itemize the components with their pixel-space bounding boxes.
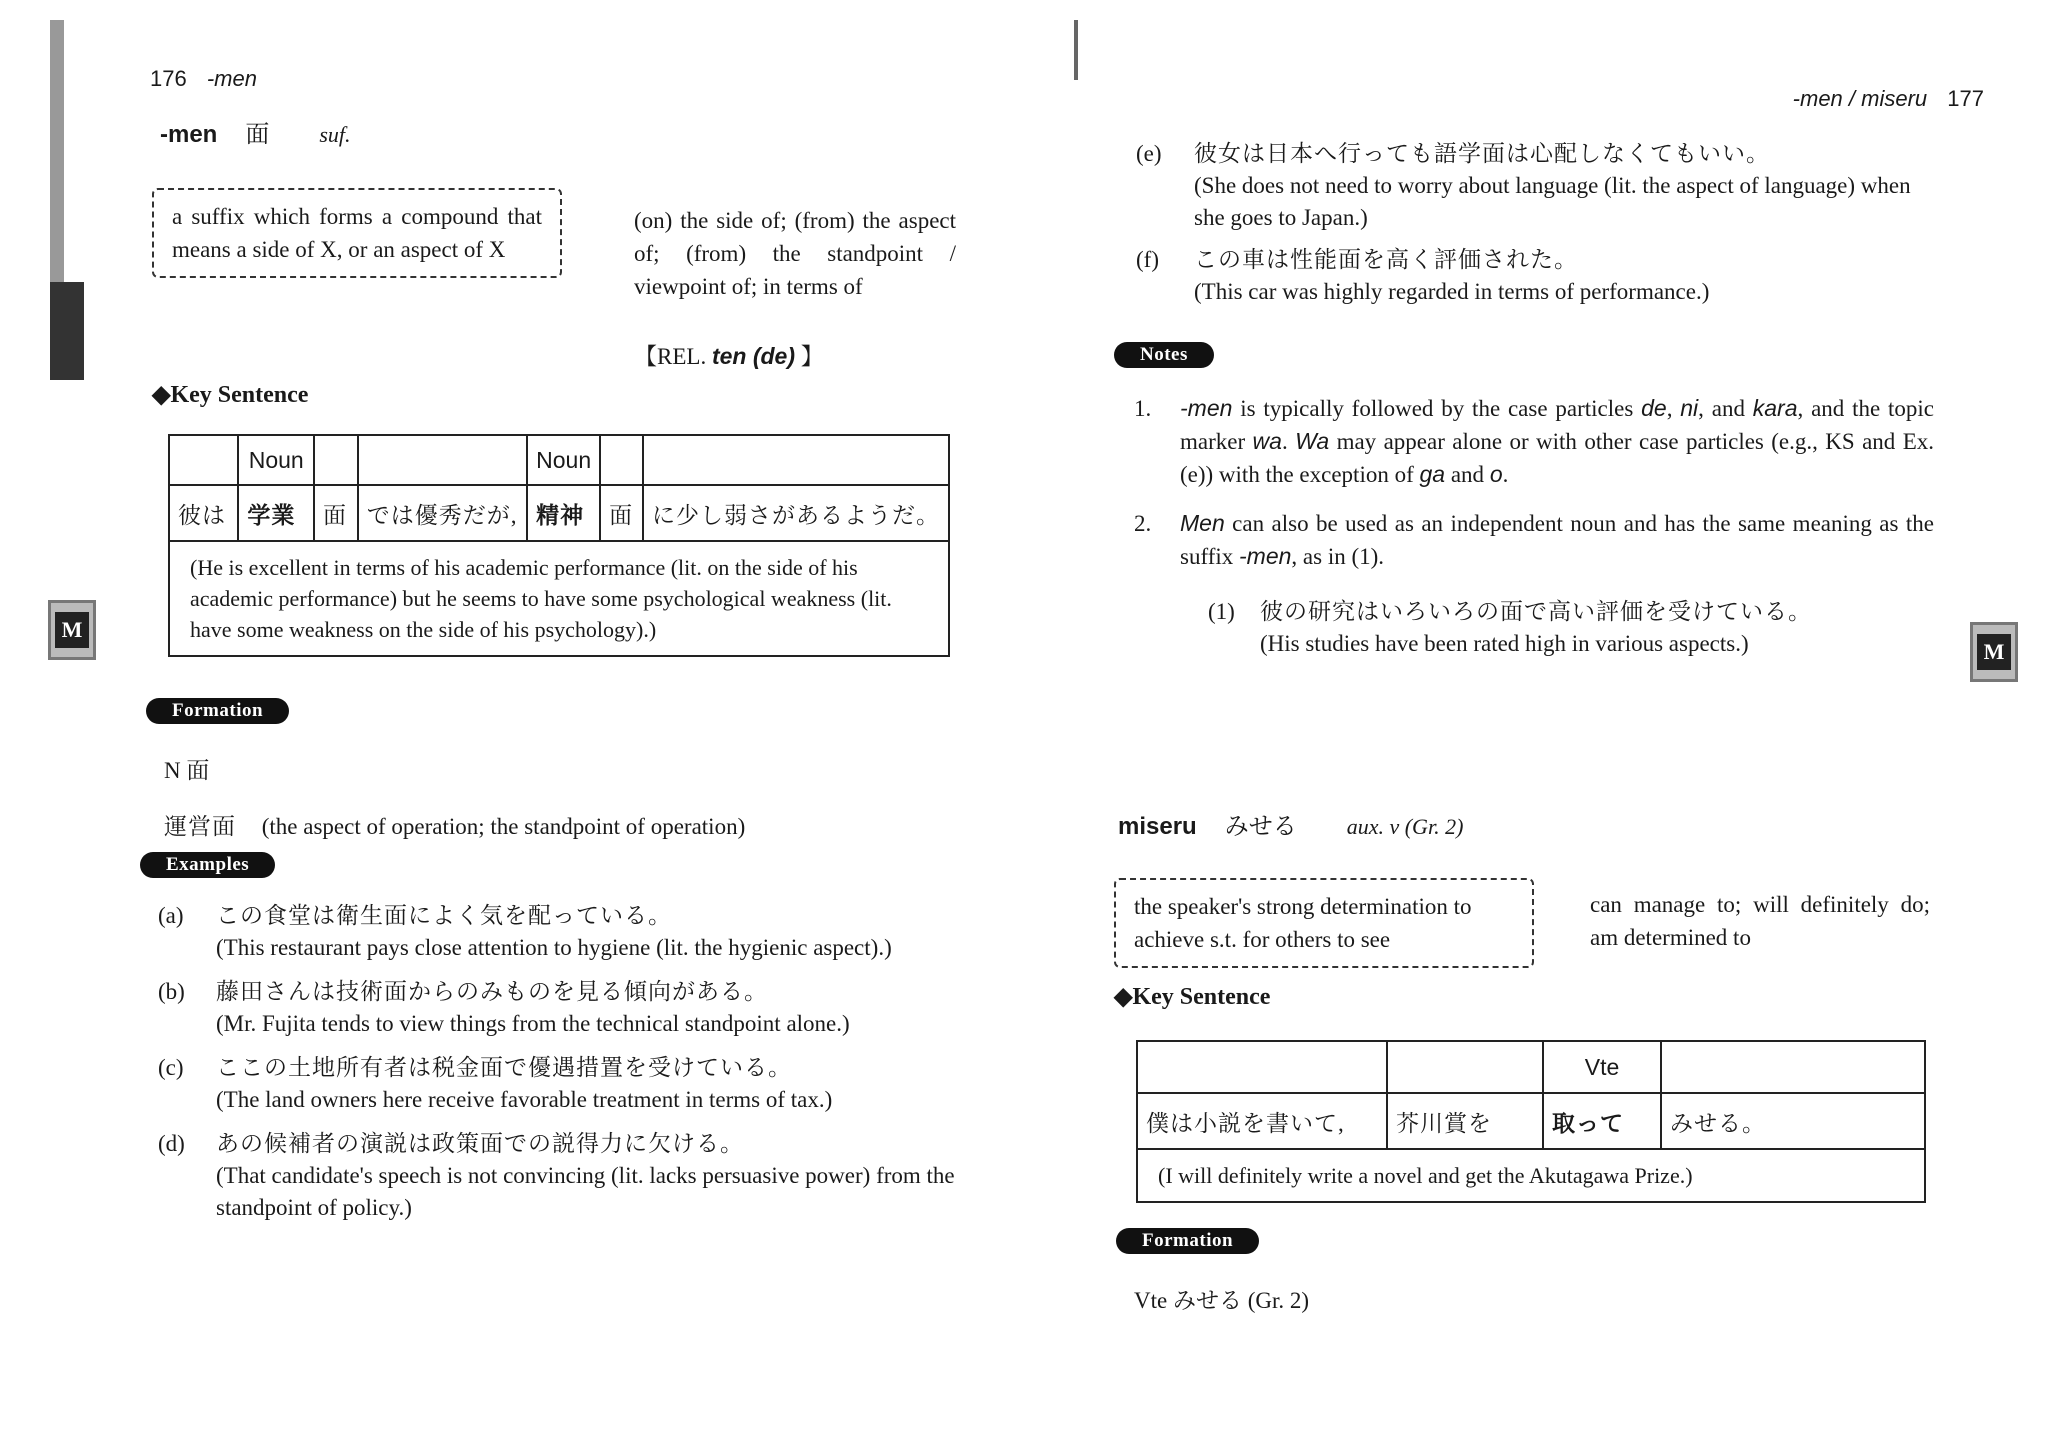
notes-badge: Notes — [1114, 342, 1214, 368]
right-page — [1024, 0, 2048, 1434]
note-item: 1. -men is typically followed by the case particles de, ni, and kara, and the topic marker wa. Wa may appear alone or with other case particles (e.g., KS and Ex.(e)) with the exception of ga and o. — [1134, 395, 1935, 487]
note-item: 2. Men can also be used as an independent noun and has the same meaning as the suffix -men, as in (1). — [1134, 510, 1934, 569]
example-item: (f) この車は性能面を高く評価された。 (This car was highly regarded in terms of performance.) — [1136, 247, 1710, 304]
header-word: -men / miseru — [1792, 86, 1928, 111]
example-item: (e) 彼女は日本へ行っても語学面は心配しなくてもいい。 (She does not need to worry about language (lit. the aspect of language) when she goes to Japan.) — [1136, 141, 1911, 230]
ks-cell: 学業 — [238, 485, 314, 541]
ks-cell: 面 — [600, 485, 643, 541]
definition-box: a suffix which forms a compound that means a side of X, or an aspect of X — [152, 188, 562, 278]
noun-head-1: Noun — [238, 435, 314, 485]
noun-head-2: Noun — [527, 435, 600, 485]
ks-cell: 面 — [314, 485, 358, 541]
header-word: -men — [206, 66, 257, 91]
formation-pattern: Vte みせる (Gr. 2) — [1134, 1288, 1310, 1313]
example-item: (a) この食堂は衛生面によく気を配っている。 (This restaurant pays close attention to hygiene (lit. the hygienic aspect).) — [158, 903, 892, 960]
ks-cell: 芥川賞を — [1387, 1093, 1543, 1149]
page-number: 176 — [150, 66, 187, 91]
running-header-right — [1793, 86, 1984, 112]
ks-cell: みせる。 — [1661, 1093, 1925, 1149]
example-item: (c) ここの土地所有者は税金面で優遇措置を受けている。 (The land owners here receive favorable treatment in terms of tax.) — [158, 1055, 833, 1112]
headword-kana: みせる — [1224, 814, 1297, 840]
ks-cell: では優秀だが, — [358, 485, 527, 541]
vte-head: Vte — [1543, 1041, 1661, 1093]
formation-example: 運営面 (the aspect of operation; the standpoint of operation) — [164, 814, 746, 839]
scan-edge-mark — [1074, 20, 1078, 80]
key-sentence-heading: ◆Key Sentence — [1114, 984, 1271, 1010]
ks-cell: 取って — [1543, 1093, 1661, 1149]
ks-cell: 精神 — [527, 485, 600, 541]
related-entry: 【REL. ten (de) 】 — [634, 343, 824, 369]
section-tab-m: M — [1970, 622, 2018, 682]
examples-badge: Examples — [140, 852, 275, 878]
running-header-left — [150, 66, 257, 92]
definition-box: the speaker's strong determination to achieve s.t. for others to see — [1114, 878, 1534, 968]
entry-title-miseru — [1118, 806, 1463, 841]
examples-list-continued — [1136, 138, 1936, 320]
note-example: (1) 彼の研究はいろいろの面で高い評価を受けている。 (His studies have been rated high in various aspects.) — [1208, 599, 1812, 656]
key-sentence-table — [168, 434, 950, 657]
definition-english: can manage to; will definitely do; am determined to — [1590, 892, 1930, 950]
page-number: 177 — [1947, 86, 1984, 111]
part-of-speech: suf. — [319, 122, 351, 147]
definition-english: (on) the side of; (from) the aspect of; (from) the standpoint / viewpoint of; in terms of — [634, 208, 956, 299]
related-word: ten (de) — [711, 343, 796, 369]
ks-translation: (He is excellent in terms of his academic performance (lit. on the side of his academic performance) but he seems to have some psychological weakness (lit. have some weakness on the side of his psychology).) — [169, 541, 949, 656]
entry-title-men — [160, 114, 351, 149]
ks-cell: 彼は — [169, 485, 238, 541]
formation-pattern: N 面 — [164, 758, 210, 783]
ks-translation: (I will definitely write a novel and get the Akutagawa Prize.) — [1137, 1149, 1925, 1202]
formation-badge: Formation — [146, 698, 289, 724]
ks-cell: に少し弱さがあるようだ。 — [643, 485, 949, 541]
margin-thumb-bar — [50, 282, 84, 380]
headword: -men — [160, 121, 218, 148]
notes-list — [1134, 392, 1934, 589]
examples-list — [158, 900, 958, 1236]
section-tab-m: M — [48, 600, 96, 660]
headword: miseru — [1118, 813, 1197, 840]
key-sentence-table — [1136, 1040, 1926, 1203]
key-sentence-heading: ◆Key Sentence — [152, 382, 309, 408]
headword-kana: 面 — [245, 122, 270, 148]
example-item: (b) 藤田さんは技術面からのみものを見る傾向がある。 (Mr. Fujita tends to view things from the technical standpoint alone.) — [158, 979, 850, 1036]
example-item: (d) あの候補者の演説は政策面での説得力に欠ける。 (That candidate's speech is not convincing (lit. lacks persuasive power) from the standpoint of policy.) — [158, 1131, 955, 1220]
part-of-speech: aux. v (Gr. 2) — [1346, 814, 1464, 839]
formation-badge: Formation — [1116, 1228, 1259, 1254]
ks-cell: 僕は小説を書いて, — [1137, 1093, 1387, 1149]
